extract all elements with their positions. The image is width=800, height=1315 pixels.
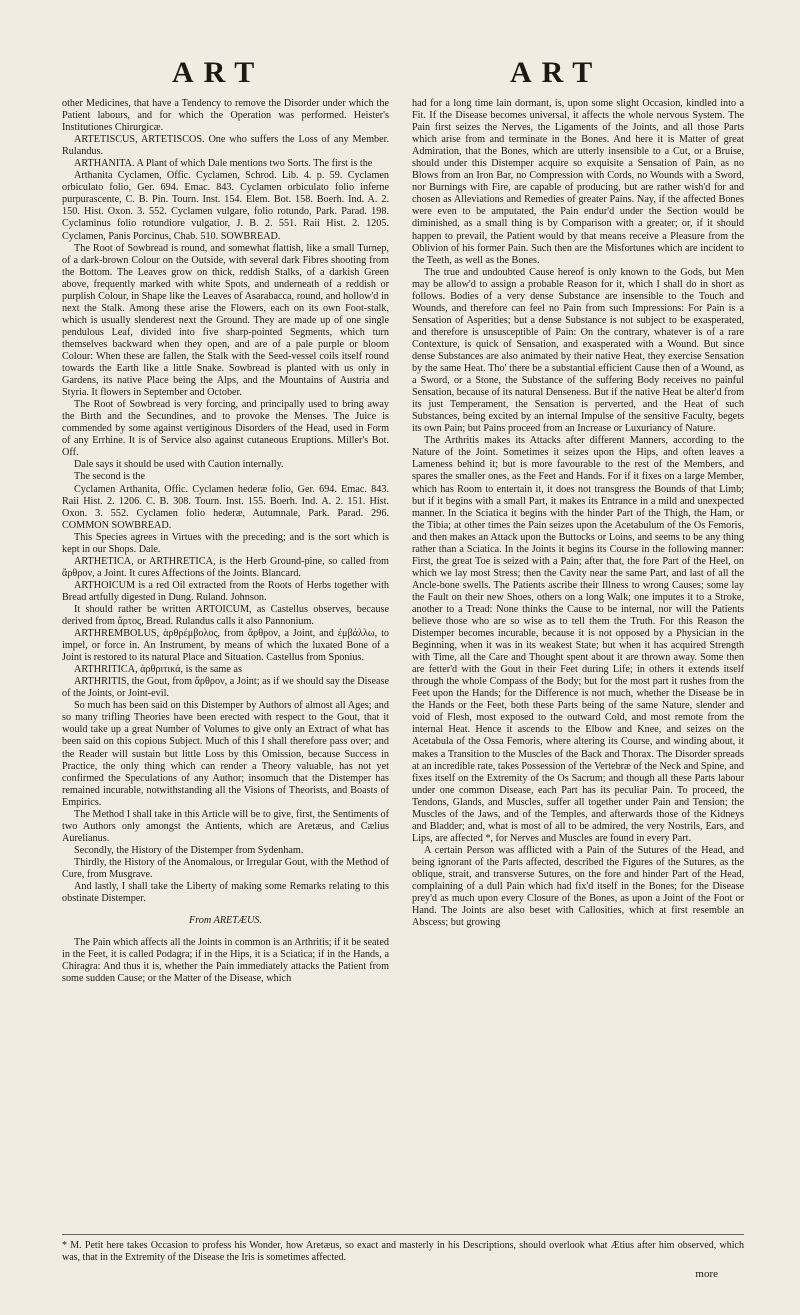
- paragraph: The Arthritis makes its Attacks after different Manners, according to the Nature of the Joint. Sometimes it seizes upon the Hips, and often leaves a Lameness behind it; but is more favourable to the rest of the Members, and spares the smaller ones, as the Feet and Hands. For if it fixes on a large Member, which has Room to entertain it, it does not transgress the Bounds of that Limb; but if it begins with a small Part, it makes its Entrance in a mild and unexpected manner. In the Sciatica it begins with the hinder Part of the Thigh, the Ham, or the Tibia; at other times the Pain seizes upon the Acetabulum of the Os Femoris, and then makes an Attack upon the Buttocks or Loins, and seems to be any thing rather than a Sciatica. In the Joints it begins its Course in the following manner: First, the great Toe is seized with a Pain; after that, the fore Part of the Heel, on which we lay most Stress; then the Cavity near the same Part, and last of all the Ancle-bone swells. The Patients ascribe their Illness to wrong Causes; some lay the Fault on their new Shoes, others on a long Walk; one imputes it to a Stroke, another to a Tread: None thinks the Cause to be internal, nor will the Patients believe those who are so wise as to tell them the Truth. For this Reason the Distemper becomes incurable, because it is not opposed by a Physician in the Beginning, when it was in its weakest State; but when it has acquired Strength with Time, all the Care and Thought spent about it are thrown away. Some then are fetter'd with the Gout in their Feet during Life; in others it extends itself through the whole Compass of the Body; but for the most part it rushes from the Feet upon the Hands; for the Difference is not much, whether the Disease be in the Hands or the Feet, both these Parts being of the same Nature, slender and void of Flesh, most exposed to the outward Cold, and most remote from the internal Heat. Hence it ascends to the Elbow and Knee, and seizes on the Acetabula of the Ossa Femoris, where altering its Course, and winding about, it makes a Transition to the Muscles of the Back and Thorax. The Disorder spreads at an incredible rate, takes Possession of the Vertebræ of the Neck and Spine, and fixes itself on the Extremity of the Os Sacrum; and though all these Parts labour under one common Disease, each Part has its peculiar Pain. To proceed, the Tendons, Glands, and Muscles, suffer all together under Pain and Tension; the Muscles of the Jaws, and of the Temples, and afterwards those of the Kidneys and Bladder; and, what is most of all to be admired, the very Nostrils, Ears, and Lips, are affected *, for Nerves and Muscles are found in every Part.: [412, 435, 744, 844]
- paragraph: Secondly, the History of the Distemper from Sydenham.: [74, 844, 304, 856]
- paragraph: The Root of Sowbread is round, and somewhat flattish, like a small Turnep, of a dark-brown Colour on the Outside, with several dark Fibres shooting from the Bottom. The Leaves grow on thick, reddish Stalks, of a darkish Green above, frequently marked with white Spots, and underneath of a reddish or purplish Colour, in Shape like the Leaves of Asarabacca, round, and hollow'd in next the Stalk. Among these arise the Flowers, each on its own Foot-stalk, which is usually slenderest next the Ground. They are made up of one single pendulous Leaf, divided into five sharp-pointed Segments, which turn themselves backward when they open, and are of a pale purple or bloom Colour: When these are fallen, the Stalk with the Seed-vessel coils itself round towards the Earth like a little Snake. Sowbread is planted with us only in Gardens, its native Place being the Alps, and the Mountains of Austria and Styria. It flowers in September and October.: [62, 242, 389, 399]
- paragraph: ARTHANITA. A Plant of which Dale mentions two Sorts. The first is the: [74, 158, 373, 170]
- paragraph: A certain Person was afflicted with a Pain of the Sutures of the Head, and being ignorant of the Parts affected, described the Figures of the Sutures, as the oblique, strait, and transverse Sutures, on the fore and hinder Part of the Head, complaining of a dull Pain which had fix'd itself in the Bones; for the Disease prey'd as much upon every Closure of the Bones, as upon a Joint of the Foot or Hand. The Joints are also beset with Callosities, which at first resemble an Abscess; but growing: [412, 844, 744, 929]
- paragraph: The second is the: [74, 471, 146, 483]
- paragraph: other Medicines, that have a Tendency to remove the Disorder under which the Patient labours, and for which the Operation was performed. Heister's Institutiones Chirurgicæ.: [62, 98, 389, 134]
- running-header-right: ART: [510, 56, 603, 89]
- paragraph: Cyclamen Arthanita, Offic. Cyclamen hederæ folio, Ger. 694. Emac. 843. Raii Hist. 2. 1206. C. B. 308. Tourn. Inst. 155. Boerh. Ind. A. 2. 151. Hist. Oxon. 3. 552. Cyclamen folio hederæ, Autumnale, Park. Parad. 296. COMMON SOWBREAD.: [62, 483, 389, 531]
- left-column: [62, 98, 389, 985]
- paragraph: ARTETISCUS, ARTETISCOS. One who suffers the Loss of any Member. Rulandus.: [62, 134, 389, 158]
- paragraph: So much has been said on this Distemper by Authors of almost all Ages; and so many trifling Theories have been erected with respect to the Gout, that it would take up a great Number of Volumes to give only an Extract of what has been said on this copious Subject. Much of this I shall therefore pass over; and the Reader will sustain but little Loss by this Omission, because Success in Practice, the only thing which can render a Theory valuable, has not yet confirmed the Speculations of any Author; insomuch that the Distemper has remained incurable, notwithstanding all the Visions of Theorists, and Boasts of Empirics.: [62, 700, 389, 808]
- paragraph: And lastly, I shall take the Liberty of making some Remarks relating to this obstinate Distemper.: [62, 881, 389, 905]
- running-header-left: ART: [172, 56, 265, 89]
- right-column: [412, 98, 744, 929]
- section-heading: From ARETÆUS.: [188, 915, 262, 927]
- paragraph: Thirdly, the History of the Anomalous, or Irregular Gout, with the Method of Cure, from Musgrave.: [62, 856, 389, 880]
- catchword: more: [695, 1268, 718, 1280]
- paragraph: It should rather be written ARTOICUM, as Castellus observes, because derived from ἄρτος, Bread. Rulandus calls it also Pannonium.: [62, 603, 389, 628]
- paragraph: ARTHREMBOLUS, ἀρθρέμβολος, from ἄρθρον, a Joint, and ἐμβάλλω, to impel, or force in. An Instrument, by means of which the luxated Bone of a Joint is restored to its natural Place and Situation. Castellus from Sponius.: [62, 628, 389, 664]
- footnote: * M. Petit here takes Occasion to profess his Wonder, how Aretæus, so exact and masterly in his Descriptions, should overlook what Ætius after him observed, which was, that in the Extremity of the Disease the Iris is sometimes affected.: [62, 1234, 744, 1264]
- paragraph: Dale says it should be used with Caution internally.: [74, 459, 284, 471]
- paragraph: The true and undoubted Cause hereof is only known to the Gods, but Men may be allow'd to assign a probable Reason for it, which I shall do in short as follows. Bodies of a very dense Substance are insensible to the Touch and Wounds, and therefore can feel no Pain from such Impressions: For Pain is a Sensation of Asperities; but a dense Substance is not subject to be exasperated, and therefore is unsusceptible of Pain: On the contrary, whatever is of a rare Contexture, is quick of Sensation, and exasperated with a Wound. But since dense Substances are also animated by their native Heat, they exercise Sensation by the same Heat. Tho' there be a substantial efficient Cause then of a Wound, as a Sword, or a Stone, the Substance of the suffering Body receives no painful Sensation, because of its natural Denseness. But if the native Heat be alter'd from its just Temperament, the Sensation is perverted, and the Heat of such Substances, being excited by an internal Impulse of the sensitive Faculty, begets its own Pain; but Pains proceed from an Increase or Luxuriancy of Nature.: [412, 266, 744, 435]
- paragraph: had for a long time lain dormant, is, upon some slight Occasion, kindled into a Fit. If the Disease becomes universal, it affects the whole nervous System. The Pain first seizes the Nerves, the Ligaments of the Joints, and all those Parts which arise from and terminate in the Bones. And here it is Matter of great Admiration, that the Bones, which are utterly insensible to a Cut, or a Bruise, should under this Distemper acquire so exquisite a Sensation of Pain, as no Blows from an Iron Bar, no Compression with Cords, no Wounds with a Sword, nor Burnings with Fire, are capable of producing, but are rather wish'd for and chosen as Alleviations and Remedies of greater Pains. Nay, if the affected Bones were even to be amputated, the Pain endur'd under the Section would be diminished, as a small thing is by Comparison with a greater; or, if it should happen to prevail, the Patient would by that means receive a Pleasure from the Oblivion of his former Pain. Such then are the Misfortunes which are incident to the Teeth, as well as the Bones.: [412, 98, 744, 266]
- paragraph: ARTHETICA, or ARTHRETICA, is the Herb Ground-pine, so called from ἄρθρον, a Joint. It cures Affections of the Joints. Blancard.: [62, 555, 389, 579]
- paragraph: Arthanita Cyclamen, Offic. Cyclamen, Schrod. Lib. 4. p. 59. Cyclamen orbiculato folio, Ger. 694. Emac. 843. Cyclamen orbiculato folio inferne purpurascente, C. B. Pin. Tourn. Inst. 154. Elem. Bot. 158. Boerh. Ind. A. 2. 150. Hist. Oxon. 3. 552. Cyclamen vulgare, folio rotundo, Park. Parad. 198. Cyclaminus folio rotundiore vulgatior, J. B. 2. 551. Raii Hist. 2. 1205. Cyclamen, Panis Porcinus, Chab. 510. SOWBREAD.: [62, 170, 389, 242]
- paragraph: ARTHRITIS, the Gout, from ἄρθρον, a Joint; as if we should say the Disease of the Joints, or Joint-evil.: [62, 676, 389, 700]
- paragraph: The Root of Sowbread is very forcing, and principally used to bring away the Birth and the Secundines, and to provoke the Menses. The Juice is commended by some against vertiginous Disorders of the Head, used in Form of any Errhine. It is of Service also against cutaneous Eruptions. Miller's Bot. Off.: [62, 399, 389, 459]
- paragraph: This Species agrees in Virtues with the preceding; and is the sort which is kept in our Shops. Dale.: [62, 531, 389, 555]
- paragraph: ARTHRITICA, ἀρθριτικά, is the same as: [74, 664, 242, 676]
- paragraph: The Pain which affects all the Joints in common is an Arthritis; if it be seated in the Feet, it is called Podagra; if in the Hips, it is a Sciatica; if in the Hands, a Chiragra: And thus it is, whether the Pain immediately attacks the Patient from some sudden Cause; or the Matter of the Disease, which: [62, 937, 389, 985]
- paragraph: The Method I shall take in this Article will be to give, first, the Sentiments of two Authors only amongst the Antients, which are Aretæus, and Cælius Aurelianus.: [62, 808, 389, 844]
- paragraph: ARTHOICUM is a red Oil extracted from the Roots of Herbs together with Bread artfully digested in Dung. Ruland. Johnson.: [62, 579, 389, 603]
